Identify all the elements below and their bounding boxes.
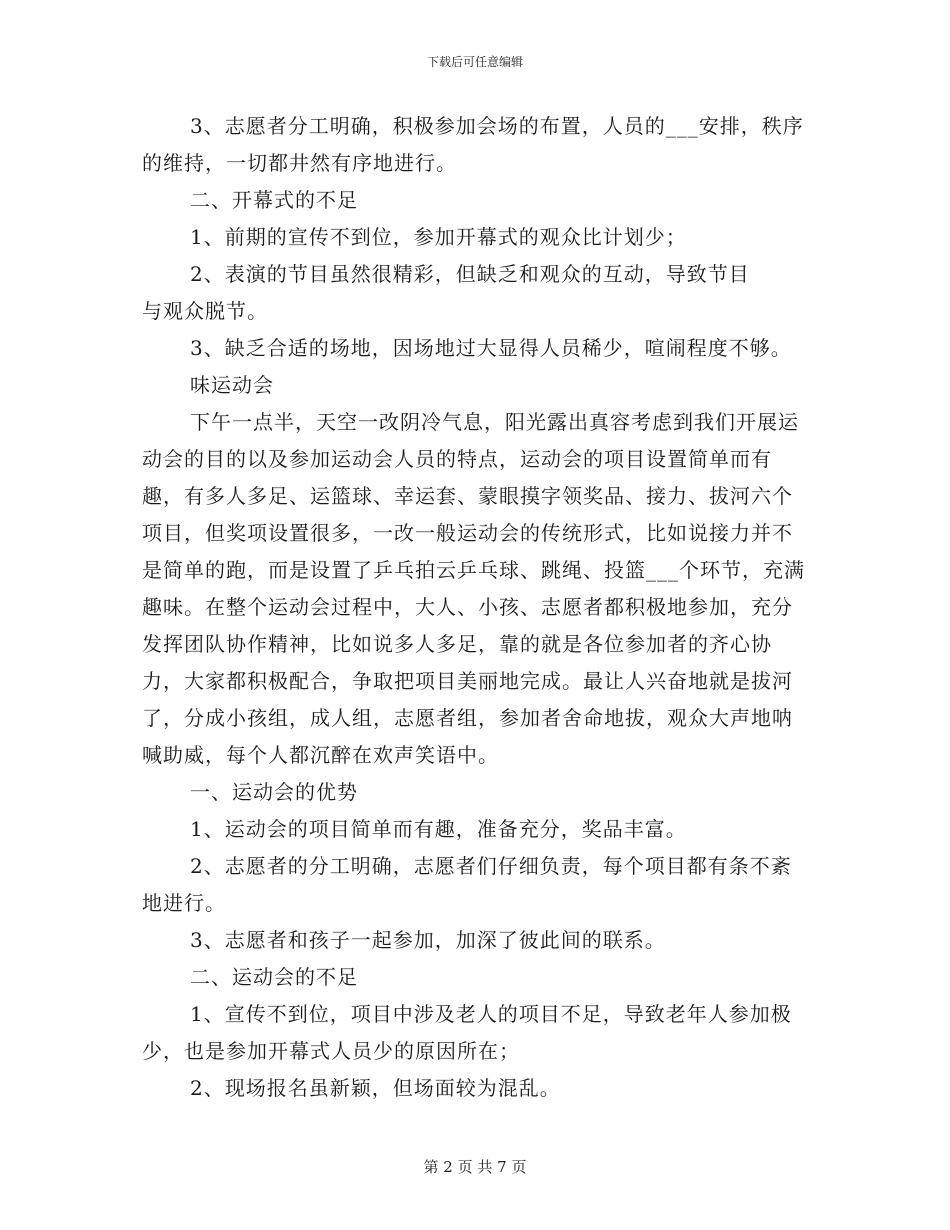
heading-opening-shortcomings: 二、开幕式的不足 (190, 188, 358, 212)
paragraph-sports-meet-description: 下午一点半，天空一改阴冷气息，阳光露出真容考虑到我们开展运动会的目的以及参加运动会人员的特点，运动会的项目设置简单而有趣，有多人多足、运篮球、幸运套、蒙眼摸字领奖品、接力、拔河六个项目，但奖项设置很多，一改一般运动会的传统形式，比如说接力并不是简单的跑，而是设置了乒乓拍云乒乓球、跳绳、投篮___个环节，充满趣味。在整个运动会过程中，大人、小孩、志愿者都积极地参加，充分发挥团队协作精神，比如说多人多足，靠的就是各位参加者的齐心协力，大家都积极配合，争取把项目美丽地完成。最让人兴奋地就是拔河了，分成小孩组，成人组，志愿者组，参加者舍命地拔，观众大声地呐喊助威，每个人都沉醉在欢声笑语中。 (142, 410, 805, 767)
paragraph-venue: 3、缺乏合适的场地，因场地过大显得人员稀少，喧闹程度不够。 (190, 336, 792, 360)
heading-sports-meet: 味运动会 (190, 373, 274, 397)
page-header: 下载后可任意编辑 (426, 55, 523, 69)
paragraph-volunteer-division: 3、志愿者分工明确，积极参加会场的布置，人员的___安排，秩序的维持，一切都井然有序地进行。 (142, 114, 804, 175)
paragraph-performance: 2、表演的节目虽然很精彩，但缺乏和观众的互动，导致节目 与观众脱节。 (142, 262, 750, 323)
heading-sports-shortcomings: 二、运动会的不足 (190, 965, 358, 989)
paragraph-shortcoming-1: 1、宣传不到位，项目中涉及老人的项目不足，导致老年人参加极少，也是参加开幕式人员少的原因所在； (142, 1002, 792, 1063)
paragraph-advantage-1: 1、运动会的项目简单而有趣，准备充分，奖品丰富。 (190, 817, 687, 841)
document-body (142, 108, 810, 1107)
paragraph-shortcoming-2: 2、现场报名虽新颖，但场面较为混乱。 (190, 1076, 561, 1100)
paragraph-advantage-2: 2、志愿者的分工明确，志愿者们仔细负责，每个项目都有条不紊地进行。 (142, 854, 792, 915)
paragraph-publicity: 1、前期的宣传不到位，参加开幕式的观众比计划少； (190, 225, 687, 249)
heading-sports-advantages: 一、运动会的优势 (190, 780, 358, 804)
paragraph-advantage-3: 3、志愿者和孩子一起参加，加深了彼此间的联系。 (190, 928, 666, 952)
page-footer: 第 2 页 共 7 页 (423, 1158, 527, 1176)
